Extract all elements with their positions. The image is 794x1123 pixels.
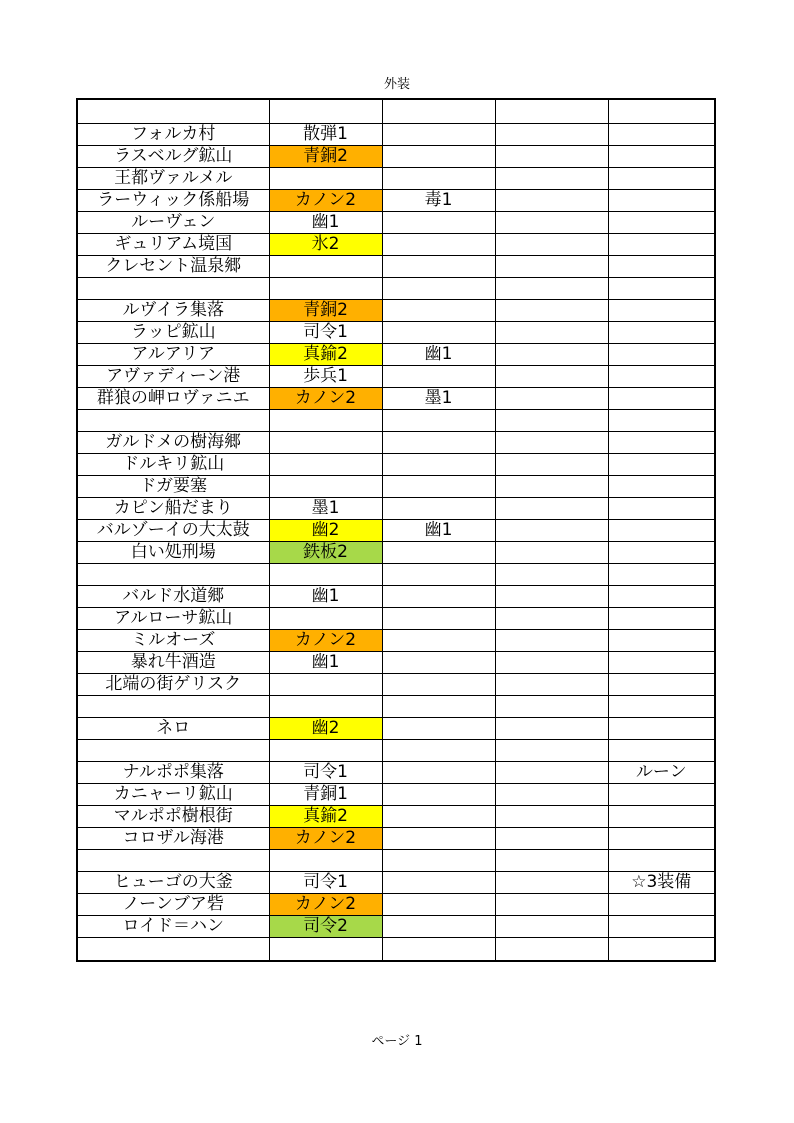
cell-location[interactable]: ラーウィック係船場 bbox=[77, 189, 269, 211]
cell-col-e[interactable] bbox=[608, 827, 715, 849]
cell-col-c[interactable] bbox=[382, 717, 495, 739]
cell-location[interactable]: ルヴイラ集落 bbox=[77, 299, 269, 321]
cell-col-d[interactable] bbox=[495, 475, 608, 497]
cell-col-c[interactable] bbox=[382, 167, 495, 189]
cell-col-e[interactable] bbox=[608, 695, 715, 717]
cell-col-b[interactable]: カノン2 bbox=[269, 387, 382, 409]
table-row bbox=[77, 167, 715, 189]
cell-location[interactable] bbox=[77, 277, 269, 299]
cell-col-c[interactable] bbox=[382, 563, 495, 585]
cell-col-c[interactable] bbox=[382, 497, 495, 519]
cell-col-d[interactable] bbox=[495, 629, 608, 651]
cell-col-d[interactable] bbox=[495, 233, 608, 255]
cell-col-d[interactable] bbox=[495, 607, 608, 629]
cell-col-d[interactable] bbox=[495, 783, 608, 805]
cell-col-c[interactable] bbox=[382, 431, 495, 453]
cell-col-d[interactable] bbox=[495, 211, 608, 233]
cell-location[interactable] bbox=[77, 695, 269, 717]
cell-col-c[interactable] bbox=[382, 849, 495, 871]
cell-col-e[interactable] bbox=[608, 343, 715, 365]
table-row bbox=[77, 145, 715, 167]
cell-col-b[interactable] bbox=[269, 475, 382, 497]
cell-location[interactable]: コロザル海港 bbox=[77, 827, 269, 849]
cell-col-d[interactable] bbox=[495, 893, 608, 915]
cell-col-e[interactable] bbox=[608, 717, 715, 739]
cell-col-d[interactable] bbox=[495, 277, 608, 299]
cell-col-d[interactable] bbox=[495, 761, 608, 783]
cell-col-b[interactable] bbox=[269, 607, 382, 629]
table-row bbox=[77, 937, 715, 961]
table-row bbox=[77, 99, 715, 123]
cell-location[interactable]: ヒューゴの大釜 bbox=[77, 871, 269, 893]
cell-col-c[interactable] bbox=[382, 695, 495, 717]
cell-location[interactable]: ギュリアム境国 bbox=[77, 233, 269, 255]
cell-col-e[interactable] bbox=[608, 651, 715, 673]
table-row bbox=[77, 321, 715, 343]
cell-location[interactable]: カニャーリ鉱山 bbox=[77, 783, 269, 805]
cell-col-b[interactable]: 氷2 bbox=[269, 233, 382, 255]
cell-col-b[interactable]: 幽2 bbox=[269, 519, 382, 541]
table-body bbox=[77, 99, 715, 961]
cell-col-c[interactable] bbox=[382, 145, 495, 167]
cell-col-e[interactable] bbox=[608, 893, 715, 915]
table-row bbox=[77, 563, 715, 585]
cell-col-b[interactable]: 司令1 bbox=[269, 871, 382, 893]
cell-col-b[interactable] bbox=[269, 453, 382, 475]
table-row bbox=[77, 475, 715, 497]
cell-col-d[interactable] bbox=[495, 123, 608, 145]
cell-col-c[interactable]: 毒1 bbox=[382, 189, 495, 211]
cell-col-e[interactable] bbox=[608, 145, 715, 167]
table-row bbox=[77, 783, 715, 805]
cell-col-c[interactable] bbox=[382, 805, 495, 827]
cell-col-b[interactable] bbox=[269, 739, 382, 761]
table-row bbox=[77, 607, 715, 629]
cell-col-c[interactable]: 墨1 bbox=[382, 387, 495, 409]
cell-location[interactable]: 北端の街ゲリスク bbox=[77, 673, 269, 695]
cell-col-b[interactable] bbox=[269, 277, 382, 299]
cell-col-c[interactable] bbox=[382, 255, 495, 277]
cell-col-d[interactable] bbox=[495, 563, 608, 585]
cell-col-b[interactable]: 司令2 bbox=[269, 915, 382, 937]
cell-col-e[interactable] bbox=[608, 497, 715, 519]
cell-col-d[interactable] bbox=[495, 453, 608, 475]
cell-col-e[interactable] bbox=[608, 365, 715, 387]
cell-col-b[interactable]: カノン2 bbox=[269, 629, 382, 651]
cell-col-c[interactable] bbox=[382, 453, 495, 475]
cell-location[interactable]: アヴァディーン港 bbox=[77, 365, 269, 387]
cell-col-e[interactable] bbox=[608, 167, 715, 189]
cell-col-b[interactable]: 司令1 bbox=[269, 761, 382, 783]
cell-col-b[interactable]: カノン2 bbox=[269, 189, 382, 211]
table-row bbox=[77, 871, 715, 893]
cell-col-e[interactable] bbox=[608, 189, 715, 211]
cell-col-d[interactable] bbox=[495, 695, 608, 717]
cell-col-c[interactable]: 幽1 bbox=[382, 343, 495, 365]
cell-col-c[interactable] bbox=[382, 365, 495, 387]
cell-col-d[interactable] bbox=[495, 145, 608, 167]
table-row bbox=[77, 497, 715, 519]
cell-col-d[interactable] bbox=[495, 387, 608, 409]
cell-col-d[interactable] bbox=[495, 343, 608, 365]
cell-col-d[interactable] bbox=[495, 849, 608, 871]
cell-col-e[interactable] bbox=[608, 519, 715, 541]
cell-location[interactable]: バルド水道郷 bbox=[77, 585, 269, 607]
cell-col-c[interactable] bbox=[382, 299, 495, 321]
cell-col-c[interactable] bbox=[382, 585, 495, 607]
cell-col-d[interactable] bbox=[495, 717, 608, 739]
page-header: 外装 bbox=[383, 77, 410, 92]
cell-location[interactable]: 白い処刑場 bbox=[77, 541, 269, 563]
cell-col-b[interactable]: 散弾1 bbox=[269, 123, 382, 145]
cell-col-b[interactable]: 鉄板2 bbox=[269, 541, 382, 563]
cell-location[interactable]: アルアリア bbox=[77, 343, 269, 365]
cell-location[interactable] bbox=[77, 937, 269, 961]
cell-col-b[interactable]: カノン2 bbox=[269, 893, 382, 915]
table-row bbox=[77, 827, 715, 849]
cell-location[interactable]: ガルドメの樹海郷 bbox=[77, 431, 269, 453]
table-row bbox=[77, 849, 715, 871]
cell-col-c[interactable] bbox=[382, 783, 495, 805]
cell-col-c[interactable] bbox=[382, 321, 495, 343]
cell-col-c[interactable] bbox=[382, 827, 495, 849]
cell-col-e[interactable] bbox=[608, 453, 715, 475]
table-row bbox=[77, 541, 715, 563]
cell-col-c[interactable] bbox=[382, 651, 495, 673]
table-row bbox=[77, 343, 715, 365]
cell-col-b[interactable]: 青銅2 bbox=[269, 145, 382, 167]
cell-col-c[interactable] bbox=[382, 871, 495, 893]
cell-col-e[interactable] bbox=[608, 431, 715, 453]
cell-col-d[interactable] bbox=[495, 585, 608, 607]
cell-col-b[interactable] bbox=[269, 431, 382, 453]
table-row bbox=[77, 189, 715, 211]
cell-col-c[interactable] bbox=[382, 937, 495, 961]
cell-col-e[interactable] bbox=[608, 673, 715, 695]
cell-location[interactable]: カピン船だまり bbox=[77, 497, 269, 519]
cell-col-e[interactable] bbox=[608, 585, 715, 607]
cell-col-d[interactable] bbox=[495, 519, 608, 541]
cell-col-c[interactable] bbox=[382, 893, 495, 915]
cell-col-c[interactable] bbox=[382, 761, 495, 783]
table-row bbox=[77, 365, 715, 387]
cell-col-b[interactable] bbox=[269, 695, 382, 717]
cell-col-e[interactable] bbox=[608, 915, 715, 937]
cell-col-d[interactable] bbox=[495, 541, 608, 563]
table-row bbox=[77, 431, 715, 453]
cell-col-d[interactable] bbox=[495, 871, 608, 893]
cell-location[interactable]: ラスベルグ鉱山 bbox=[77, 145, 269, 167]
cell-col-d[interactable] bbox=[495, 167, 608, 189]
cell-location[interactable]: アルローサ鉱山 bbox=[77, 607, 269, 629]
table-row bbox=[77, 761, 715, 783]
cell-col-d[interactable] bbox=[495, 255, 608, 277]
cell-col-d[interactable] bbox=[495, 805, 608, 827]
cell-col-c[interactable] bbox=[382, 233, 495, 255]
cell-col-e[interactable] bbox=[608, 99, 715, 123]
cell-location[interactable]: クレセント温泉郷 bbox=[77, 255, 269, 277]
cell-location[interactable]: ナルポポ集落 bbox=[77, 761, 269, 783]
cell-col-d[interactable] bbox=[495, 937, 608, 961]
table-row bbox=[77, 915, 715, 937]
cell-location[interactable]: ロイド＝ハン bbox=[77, 915, 269, 937]
cell-col-e[interactable] bbox=[608, 255, 715, 277]
cell-location[interactable]: 暴れ牛酒造 bbox=[77, 651, 269, 673]
cell-col-e[interactable] bbox=[608, 607, 715, 629]
table-row bbox=[77, 651, 715, 673]
cell-col-c[interactable] bbox=[382, 629, 495, 651]
cell-location[interactable]: ネロ bbox=[77, 717, 269, 739]
cell-col-c[interactable] bbox=[382, 277, 495, 299]
cell-col-d[interactable] bbox=[495, 321, 608, 343]
cell-col-b[interactable]: 真鍮2 bbox=[269, 805, 382, 827]
cell-location[interactable]: ルーヴェン bbox=[77, 211, 269, 233]
cell-col-b[interactable] bbox=[269, 673, 382, 695]
cell-col-e[interactable] bbox=[608, 387, 715, 409]
cell-col-d[interactable] bbox=[495, 365, 608, 387]
cell-col-d[interactable] bbox=[495, 497, 608, 519]
cell-col-e[interactable] bbox=[608, 409, 715, 431]
cell-col-c[interactable]: 幽1 bbox=[382, 519, 495, 541]
table-row bbox=[77, 123, 715, 145]
cell-col-e[interactable] bbox=[608, 563, 715, 585]
cell-col-e[interactable] bbox=[608, 805, 715, 827]
table-row bbox=[77, 519, 715, 541]
cell-col-e[interactable] bbox=[608, 629, 715, 651]
cell-col-b[interactable] bbox=[269, 167, 382, 189]
cell-col-c[interactable] bbox=[382, 915, 495, 937]
cell-col-e[interactable] bbox=[608, 277, 715, 299]
cell-col-b[interactable] bbox=[269, 255, 382, 277]
cell-col-b[interactable]: 幽2 bbox=[269, 717, 382, 739]
cell-col-c[interactable] bbox=[382, 475, 495, 497]
cell-col-b[interactable]: 墨1 bbox=[269, 497, 382, 519]
table-row bbox=[77, 893, 715, 915]
cell-location[interactable] bbox=[77, 99, 269, 123]
cell-col-d[interactable] bbox=[495, 651, 608, 673]
cell-col-b[interactable]: 青銅2 bbox=[269, 299, 382, 321]
cell-col-b[interactable] bbox=[269, 563, 382, 585]
cell-location[interactable] bbox=[77, 739, 269, 761]
cell-col-e[interactable] bbox=[608, 321, 715, 343]
cell-col-b[interactable]: 真鍮2 bbox=[269, 343, 382, 365]
cell-col-d[interactable] bbox=[495, 431, 608, 453]
cell-col-b[interactable] bbox=[269, 99, 382, 123]
cell-col-d[interactable] bbox=[495, 99, 608, 123]
cell-location[interactable]: フォルカ村 bbox=[77, 123, 269, 145]
table-row bbox=[77, 453, 715, 475]
cell-location[interactable]: バルゾーイの大太鼓 bbox=[77, 519, 269, 541]
cell-col-e[interactable] bbox=[608, 739, 715, 761]
cell-col-b[interactable]: 幽1 bbox=[269, 651, 382, 673]
cell-location[interactable]: 群狼の岬ロヴァニエ bbox=[77, 387, 269, 409]
cell-col-c[interactable] bbox=[382, 211, 495, 233]
cell-col-d[interactable] bbox=[495, 827, 608, 849]
cell-location[interactable]: マルポポ樹根街 bbox=[77, 805, 269, 827]
cell-col-e[interactable] bbox=[608, 937, 715, 961]
spreadsheet-table bbox=[76, 98, 716, 962]
cell-col-d[interactable] bbox=[495, 189, 608, 211]
cell-col-e[interactable] bbox=[608, 783, 715, 805]
table-row bbox=[77, 673, 715, 695]
cell-col-d[interactable] bbox=[495, 409, 608, 431]
table-row bbox=[77, 299, 715, 321]
table-row bbox=[77, 233, 715, 255]
page-footer: ページ 1 bbox=[371, 1034, 423, 1049]
cell-location[interactable]: 王都ヴァルメル bbox=[77, 167, 269, 189]
cell-location[interactable] bbox=[77, 409, 269, 431]
cell-location[interactable] bbox=[77, 563, 269, 585]
cell-col-c[interactable] bbox=[382, 607, 495, 629]
table-row bbox=[77, 255, 715, 277]
cell-location[interactable] bbox=[77, 849, 269, 871]
table-row bbox=[77, 409, 715, 431]
cell-col-b[interactable]: 青銅1 bbox=[269, 783, 382, 805]
cell-col-b[interactable]: カノン2 bbox=[269, 827, 382, 849]
cell-col-b[interactable]: 歩兵1 bbox=[269, 365, 382, 387]
cell-col-b[interactable]: 幽1 bbox=[269, 585, 382, 607]
table-row bbox=[77, 211, 715, 233]
cell-col-d[interactable] bbox=[495, 299, 608, 321]
cell-col-c[interactable] bbox=[382, 541, 495, 563]
cell-col-e[interactable] bbox=[608, 541, 715, 563]
cell-col-e[interactable] bbox=[608, 299, 715, 321]
cell-col-c[interactable] bbox=[382, 409, 495, 431]
cell-col-e[interactable] bbox=[608, 849, 715, 871]
cell-location[interactable]: ラッピ鉱山 bbox=[77, 321, 269, 343]
cell-col-b[interactable]: 幽1 bbox=[269, 211, 382, 233]
table-row bbox=[77, 805, 715, 827]
table-row bbox=[77, 717, 715, 739]
cell-col-e[interactable] bbox=[608, 475, 715, 497]
table-row bbox=[77, 585, 715, 607]
cell-location[interactable]: ドルキリ鉱山 bbox=[77, 453, 269, 475]
cell-col-b[interactable] bbox=[269, 849, 382, 871]
table-row bbox=[77, 277, 715, 299]
table-row bbox=[77, 739, 715, 761]
cell-col-e[interactable]: ルーン bbox=[608, 761, 715, 783]
cell-col-c[interactable] bbox=[382, 739, 495, 761]
cell-location[interactable]: ミルオーズ bbox=[77, 629, 269, 651]
cell-col-b[interactable] bbox=[269, 937, 382, 961]
cell-col-e[interactable] bbox=[608, 123, 715, 145]
cell-location[interactable]: ドガ要塞 bbox=[77, 475, 269, 497]
cell-col-e[interactable] bbox=[608, 233, 715, 255]
table-row bbox=[77, 629, 715, 651]
cell-col-d[interactable] bbox=[495, 673, 608, 695]
cell-col-e[interactable] bbox=[608, 211, 715, 233]
table-row bbox=[77, 695, 715, 717]
table-row bbox=[77, 387, 715, 409]
cell-location[interactable]: ノーンブア砦 bbox=[77, 893, 269, 915]
cell-col-c[interactable] bbox=[382, 99, 495, 123]
cell-col-c[interactable] bbox=[382, 123, 495, 145]
cell-col-d[interactable] bbox=[495, 915, 608, 937]
cell-col-b[interactable]: 司令1 bbox=[269, 321, 382, 343]
cell-col-d[interactable] bbox=[495, 739, 608, 761]
cell-col-e[interactable]: ☆3装備 bbox=[608, 871, 715, 893]
cell-col-b[interactable] bbox=[269, 409, 382, 431]
cell-col-c[interactable] bbox=[382, 673, 495, 695]
